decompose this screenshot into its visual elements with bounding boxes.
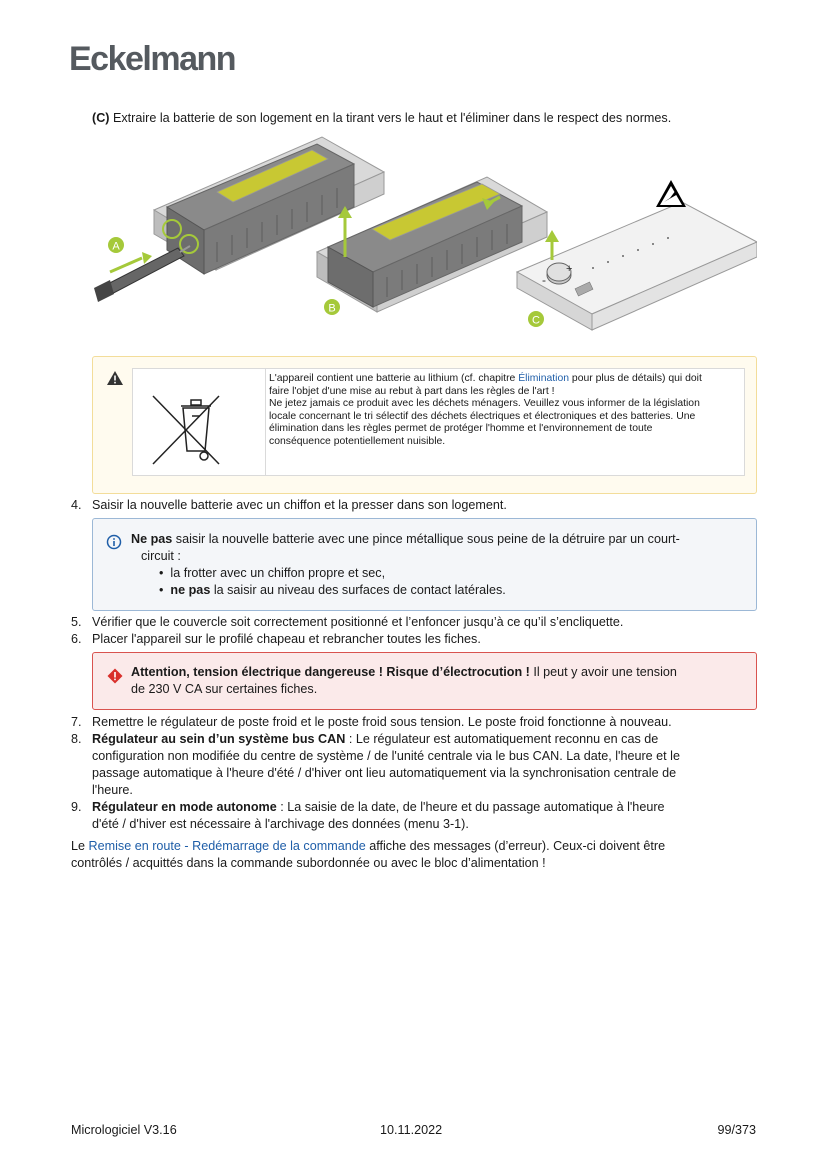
label-a: A — [112, 240, 120, 253]
danger-panel — [92, 652, 757, 710]
closing-line-2: contrôlés / acquittés dans la commande subordonnée ou avec le bloc d’alimentation ! — [71, 856, 546, 870]
step-5-text: Vérifier que le couvercle soit correctement positionné et l’enfoncer jusqu’à ce qu’il s’encliquette. — [92, 615, 624, 629]
warning-line-2: faire l'objet d'une mise au rebut à part dans les règles de l'art ! — [269, 385, 555, 397]
step-8-line-2: configuration non modifiée du centre de système / de l'unité centrale via le bus CAN. La date, l'heure et le — [92, 749, 680, 763]
warning-line-5: élimination dans les règles permet de protéger l'homme et l'environnement de toute — [269, 423, 653, 435]
info-bold: Ne pas — [131, 532, 173, 546]
step-4-number: 4. — [71, 498, 82, 512]
bullet-2: • ne pas la saisir au niveau des surfaces de contact latérales. — [159, 583, 506, 597]
warning-panel — [92, 356, 757, 494]
step-9-text-1: : La saisie de la date, de l'heure et du passage automatique à l'heure — [276, 800, 665, 814]
bullet-1: • la frotter avec un chiffon propre et sec, — [159, 566, 386, 580]
info-line-1 — [131, 531, 680, 548]
step-c-text: Extraire la batterie de son logement en la tirant vers le haut et l'éliminer dans le respect des normes. — [109, 111, 672, 125]
footer-page-number: 99/373 — [717, 1123, 756, 1137]
step-9-line-2: d'été / d'hiver est nécessaire à l'archivage des données (menu 3-1). — [92, 817, 469, 831]
info-panel — [92, 518, 757, 611]
warning-triangle-icon — [107, 371, 123, 385]
step-8-text-1: : Le régulateur est automatiquement reconnu en cas de — [345, 732, 659, 746]
step-8-bold: Régulateur au sein d’un système bus CAN — [92, 732, 346, 746]
step-c-label: (C) — [92, 111, 110, 125]
bullet-2-bold: ne pas — [170, 583, 211, 597]
warning-table — [132, 368, 745, 476]
battery-replacement-illustration — [92, 132, 757, 337]
step-4-text: Saisir la nouvelle batterie avec un chiffon et la presser dans son logement. — [92, 498, 507, 512]
danger-text-1: Il peut y avoir une tension — [529, 665, 677, 679]
danger-bold: Attention, tension électrique dangereuse ! Risque d’électrocution ! — [131, 665, 530, 679]
closing-line-1 — [71, 838, 665, 855]
minus-sign: - — [542, 273, 546, 287]
step-6-number: 6. — [71, 632, 82, 646]
step-9-number: 9. — [71, 800, 82, 814]
footer-firmware: Micrologiciel V3.16 — [71, 1123, 177, 1137]
step-7-number: 7. — [71, 715, 82, 729]
info-text-1: saisir la nouvelle batterie avec une pince métallique sous peine de la détruire par un court- — [172, 532, 680, 546]
device-c-drawing — [517, 180, 757, 330]
closing-post: affiche des messages (d’erreur). Ceux-ci doivent être — [365, 839, 666, 853]
warning-line-1-pre: L'appareil contient une batterie au lithium (cf. chapitre — [269, 373, 519, 384]
info-line-2: circuit : — [141, 549, 181, 563]
danger-line-1 — [131, 664, 677, 681]
footer-date: 10.11.2022 — [380, 1123, 443, 1137]
danger-line-2: de 230 V CA sur certaines fiches. — [131, 682, 318, 696]
step-8-line-3: passage automatique à l'heure d'été / d'hiver ont lieu automatiquement via la synchronisation centrale de — [92, 766, 677, 780]
warning-line-1-post: pour plus de détails) qui doit — [569, 373, 702, 384]
step-c-paragraph — [92, 110, 671, 127]
closing-pre: Le — [71, 839, 89, 853]
bullet-1-text: la frotter avec un chiffon propre et sec, — [170, 566, 386, 580]
bullet-2-text: la saisir au niveau des surfaces de contact latérales. — [210, 583, 506, 597]
plus-sign: + — [566, 263, 573, 275]
step-6-text: Placer l'appareil sur le profilé chapeau et rebrancher toutes les fiches. — [92, 632, 481, 646]
warning-line-4: locale concernant le tri sélectif des déchets électriques et électroniques et des batteries. Une — [269, 410, 696, 422]
warning-line-3: Ne jetez jamais ce produit avec les déchets ménagers. Veuillez vous informer de la législation — [269, 398, 700, 410]
step-8-line-1 — [92, 731, 658, 748]
label-c: C — [532, 314, 540, 327]
crossed-bin-icon — [133, 369, 265, 475]
danger-icon — [107, 668, 123, 684]
step-8-number: 8. — [71, 732, 82, 746]
step-9-bold: Régulateur en mode autonome — [92, 800, 277, 814]
warning-line-1 — [269, 373, 739, 386]
info-icon — [106, 534, 122, 550]
step-9-line-1 — [92, 799, 665, 816]
elimination-link[interactable]: Élimination — [518, 373, 570, 384]
step-8-line-4: l'heure. — [92, 783, 133, 797]
restart-link[interactable]: Remise en route - Redémarrage de la commande — [88, 839, 366, 853]
warning-text — [269, 373, 739, 449]
company-logo: Eckelmann — [69, 40, 236, 78]
weee-cell — [133, 369, 266, 475]
step-7-text: Remettre le régulateur de poste froid et le poste froid sous tension. Le poste froid fonctionne à nouveau. — [92, 715, 672, 729]
label-b: B — [328, 302, 336, 315]
warning-line-6: conséquence potentiellement nuisible. — [269, 435, 446, 447]
step-5-number: 5. — [71, 615, 82, 629]
